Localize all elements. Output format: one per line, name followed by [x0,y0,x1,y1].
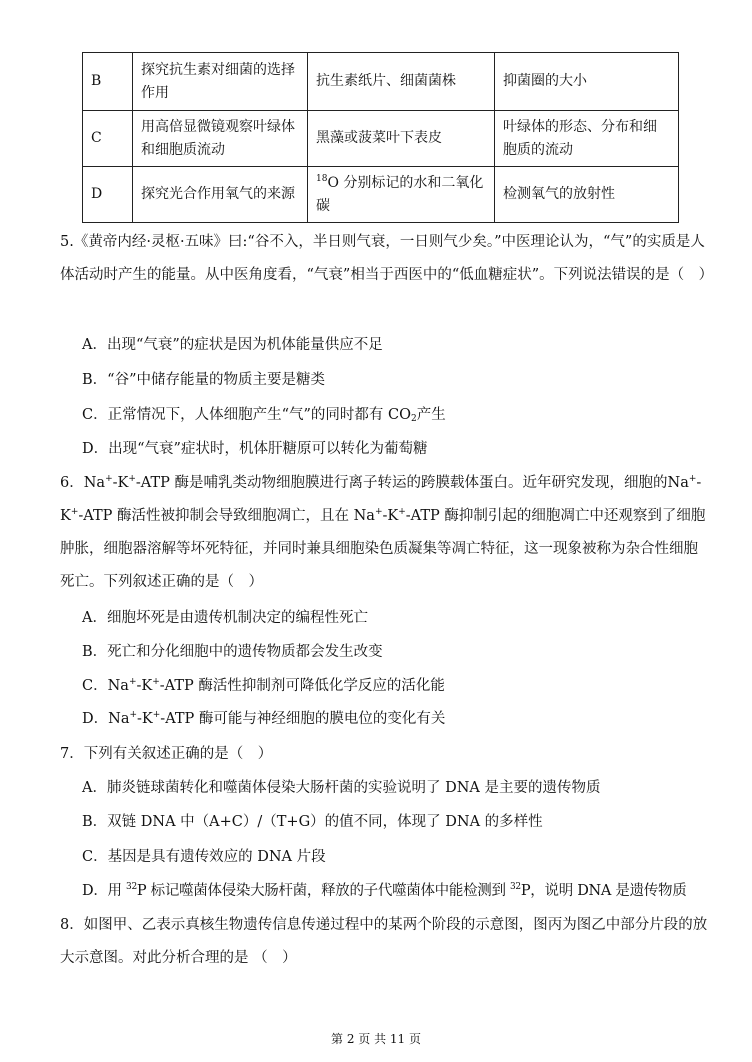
question-6-option-d [82,704,712,734]
superscript: + [152,677,160,687]
table-row [83,111,679,167]
question-5-stem: 5.《黄帝内经·灵枢·五味》曰:“谷不入，半日则气衰，一日则气少矣。”中医理论认为，“气”的实质是人体活动时产生的能量。从中医角度看，“气衰”相当于西医中的“低血糖症状”。下列说法错误的是（ ） [60,234,714,283]
experiment-aim: 探究抗生素对细菌的选择作用 [133,53,308,111]
superscript: + [398,507,406,517]
observation-indicator: 叶绿体的形态、分布和细胞质的流动 [495,111,679,167]
question-8-stem: 8．如图甲、乙表示真核生物遗传信息传递过程中的某两个阶段的示意图，图丙为图乙中部分片段的放大示意图。对此分析合理的是 （ ） [60,917,708,966]
option-text: C．Na [82,678,129,694]
experiment-table [82,52,679,223]
isotope-mass-number: 18 [316,173,328,184]
superscript: + [128,677,137,687]
option-text: D．用 [82,883,127,899]
table-row [83,53,679,111]
observation-indicator: 抑菌圈的大小 [495,53,679,111]
question-6-option-b: B．死亡和分化细胞中的遗传物质都会发生改变 [82,644,383,660]
question-5-option-c [82,400,712,430]
experiment-materials: 黑藻或菠菜叶下表皮 [308,111,495,167]
stem-text: -K [382,508,399,524]
question-6-option-c [82,671,712,701]
option-text: D．Na [82,711,130,727]
materials-text: O 分别标记的水和二氧化碳 [316,174,484,214]
row-label: C [83,111,133,167]
stem-text: Na [667,475,689,491]
experiment-aim: 探究光合作用氧气的来源 [133,167,308,223]
experiment-materials: 抗生素纸片、细菌菌株 [308,53,495,111]
table-row [83,167,679,223]
question-5-option-b: B．“谷”中储存能量的物质主要是糖类 [82,372,325,388]
question-7-option-c: C．基因是具有遗传效应的 DNA 片段 [82,849,326,865]
stem-text: -K [60,475,702,524]
subscript: 2 [411,414,417,424]
row-label: B [83,53,133,111]
question-5-option-a: A．出现“气衰”的症状是因为机体能量供应不足 [82,337,383,353]
stem-text: -ATP 酶抑制引起的细胞凋亡中还观察到了细胞肿胀，细胞器溶解等坏死特征，并同时兼具细胞染色质凝集等凋亡特征，这一现象被称为杂合性细胞死亡。下列叙述正确的是（ ） [60,508,706,590]
superscript: + [152,710,161,720]
option-text: C．正常情况下，人体细胞产生“气”的同时都有 CO [82,407,412,423]
question-5-option-d: D．出现“气衰”症状时，机体肝糖原可以转化为葡萄糖 [82,441,428,457]
option-text: -ATP 酶可能与神经细胞的膜电位的变化有关 [160,711,446,727]
option-text: -ATP 酶活性抑制剂可降低化学反应的活化能 [159,678,445,694]
superscript: + [70,507,79,517]
option-text: 产生 [416,407,446,423]
question-6-stem [60,467,710,599]
superscript: + [374,507,383,517]
option-text: -K [137,711,153,727]
superscript: + [129,710,138,720]
superscript: + [105,474,113,484]
question-7-option-d [82,876,712,906]
question-7-option-b: B．双链 DNA 中（A+C）/（T+G）的值不同，体现了 DNA 的多样性 [82,814,543,830]
superscript: + [688,474,697,484]
option-text: -K [136,678,153,694]
question-6-option-a: A．细胞坏死是由遗传机制决定的编程性死亡 [82,610,368,626]
stem-text: -ATP 酶活性被抑制会导致细胞凋亡，且在 Na [78,508,375,524]
stem-text: -ATP 酶是哺乳类动物细胞膜进行离子转运的跨膜载体蛋白。近年研究发现，细胞的 [135,475,668,491]
stem-text: 6．Na [60,475,106,491]
stem-text: -K [112,475,129,491]
question-7-stem: 7．下列有关叙述正确的是（ ） [60,746,273,762]
page-footer: 第 2 页 共 11 页 [331,1032,421,1046]
row-label: D [83,167,133,223]
option-text: P，说明 DNA 是遗传物质 [520,883,687,899]
observation-indicator: 检测氧气的放射性 [495,167,679,223]
superscript: 32 [509,882,521,892]
question-7-option-a: A．肺炎链球菌转化和噬菌体侵染大肠杆菌的实验说明了 DNA 是主要的遗传物质 [82,780,601,796]
option-text: P 标记噬菌体侵染大肠杆菌，释放的子代噬菌体中能检测到 [136,883,510,899]
superscript: 32 [126,882,137,892]
experiment-materials [308,167,495,223]
superscript: + [128,474,136,484]
experiment-aim: 用高倍显微镜观察叶绿体和细胞质流动 [133,111,308,167]
